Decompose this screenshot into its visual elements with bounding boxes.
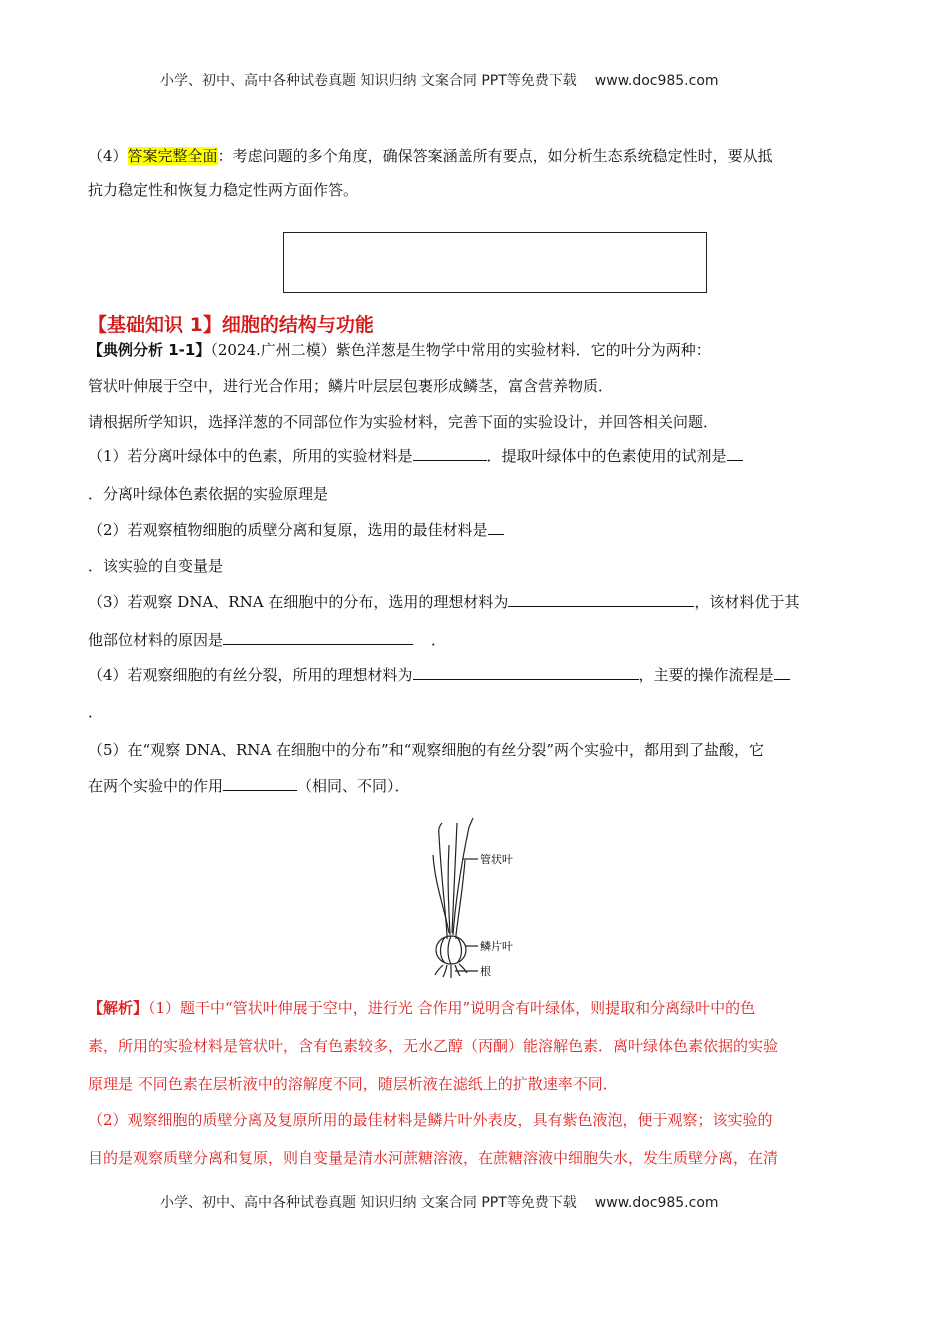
analysis-line-2: 素，所用的实验材料是管状叶，含有色素较多，无水乙醇（丙酮）能溶解色素．离叶绿体色素依据的实验 (88, 1037, 779, 1055)
question-1-line-1 (88, 446, 743, 466)
q1-text-b: ．提取叶绿体中的色素使用的试剂是 (486, 447, 727, 465)
onion-figure (425, 815, 535, 983)
page-header (160, 70, 719, 90)
analysis-label: 【解析】 (88, 999, 149, 1017)
analysis-line-3: 原理是 不同色素在层析液中的溶解度不同，随层析液在滤纸上的扩散速率不同． (88, 1075, 618, 1093)
question-2-line-2: ．该实验的自变量是 (88, 557, 224, 575)
q2-text-a: （2）若观察植物细胞的质壁分离和复原，选用的最佳材料是 (88, 521, 488, 539)
q1-text-a: （1）若分离叶绿体中的色素，所用的实验材料是 (88, 447, 413, 465)
label-root: 根 (480, 965, 491, 978)
label-tube-leaf: 管状叶 (480, 853, 513, 866)
q4-blank-material[interactable] (413, 665, 639, 680)
label-scale-leaf: 鳞片叶 (480, 940, 513, 953)
question-4-line-1 (88, 665, 790, 685)
q5-text-b: 在两个实验中的作用 (88, 777, 224, 795)
q5-blank-role[interactable] (223, 776, 297, 791)
tip-4-highlight: 答案完整全面 (127, 147, 218, 165)
question-3-line-1 (88, 592, 799, 612)
empty-frame-box (283, 232, 707, 293)
analysis-line-4: （2）观察细胞的质壁分离及复原所用的最佳材料是鳞片叶外表皮，具有紫色液泡，便于观察；该实验的 (88, 1111, 773, 1129)
tip-4-number: （4） (88, 147, 128, 165)
question-5-line-2 (88, 776, 410, 796)
example-line-2: 管状叶伸展于空中，进行光合作用；鳞片叶层层包裹形成鳞茎，富含营养物质． (88, 377, 614, 395)
q3-blank-reason[interactable] (223, 630, 413, 645)
example-intro-line (88, 340, 711, 360)
question-4-line-2: ． (88, 703, 104, 721)
analysis-line-5: 目的是观察质壁分离和复原，则自变量是清水河蔗糖溶液，在蔗糖溶液中细胞失水，发生质壁分离，在清 (88, 1149, 779, 1167)
tip-4-line-1 (88, 146, 773, 166)
q4-blank-process[interactable] (774, 665, 790, 680)
q4-text-b: ，主要的操作流程是 (638, 666, 774, 684)
example-label: 【典例分析 1-1】 (88, 341, 211, 359)
q3-blank-material[interactable] (508, 592, 694, 607)
q3-text-d: ． (431, 631, 447, 649)
header-text: 小学、初中、高中各种试卷真题 知识归纳 文案合同 PPT等免费下载 (160, 73, 577, 89)
section-title: 【基础知识 1】细胞的结构与功能 (88, 314, 374, 336)
question-5-line-1: （5）在“观察 DNA、RNA 在细胞中的分布”和“观察细胞的有丝分裂”两个实验中，都用到了盐酸，它 (88, 741, 764, 759)
example-line-3: 请根据所学知识，选择洋葱的不同部位作为实验材料，完善下面的实验设计，并回答相关问题． (88, 413, 719, 431)
tip-4-text: ：考虑问题的多个角度，确保答案涵盖所有要点，如分析生态系统稳定性时，要从抵 (217, 147, 773, 165)
q3-text-b: ，该材料优于其 (694, 593, 800, 611)
q3-text-a: （3）若观察 DNA、RNA 在细胞中的分布，选用的理想材料为 (88, 593, 509, 611)
onion-drawing (425, 815, 535, 983)
example-intro: （2024.广州二模）紫色洋葱是生物学中常用的实验材料．它的叶分为两种： (210, 341, 711, 359)
q3-text-c: 他部位材料的原因是 (88, 631, 224, 649)
footer-site-link[interactable]: www.doc985.com (594, 1195, 719, 1211)
q1-blank-material[interactable] (413, 446, 487, 461)
page-footer (160, 1192, 719, 1212)
q2-blank-material[interactable] (488, 520, 504, 535)
header-site-link[interactable]: www.doc985.com (594, 73, 719, 89)
analysis-text-1: （1）题干中“管状叶伸展于空中，进行光 合作用”说明含有叶绿体，则提取和分离绿叶中的色 (148, 999, 756, 1017)
q1-blank-reagent[interactable] (727, 446, 743, 461)
q4-text-a: （4）若观察细胞的有丝分裂，所用的理想材料为 (88, 666, 413, 684)
question-3-line-2 (88, 630, 446, 650)
q5-text-c: （相同、不同）． (297, 777, 410, 795)
footer-text: 小学、初中、高中各种试卷真题 知识归纳 文案合同 PPT等免费下载 (160, 1195, 577, 1211)
analysis-line-1 (88, 998, 755, 1018)
tip-4-line-2: 抗力稳定性和恢复力稳定性两方面作答。 (88, 181, 359, 199)
question-2-line-1 (88, 520, 504, 540)
question-1-line-2: ．分离叶绿体色素依据的实验原理是 (88, 485, 329, 503)
